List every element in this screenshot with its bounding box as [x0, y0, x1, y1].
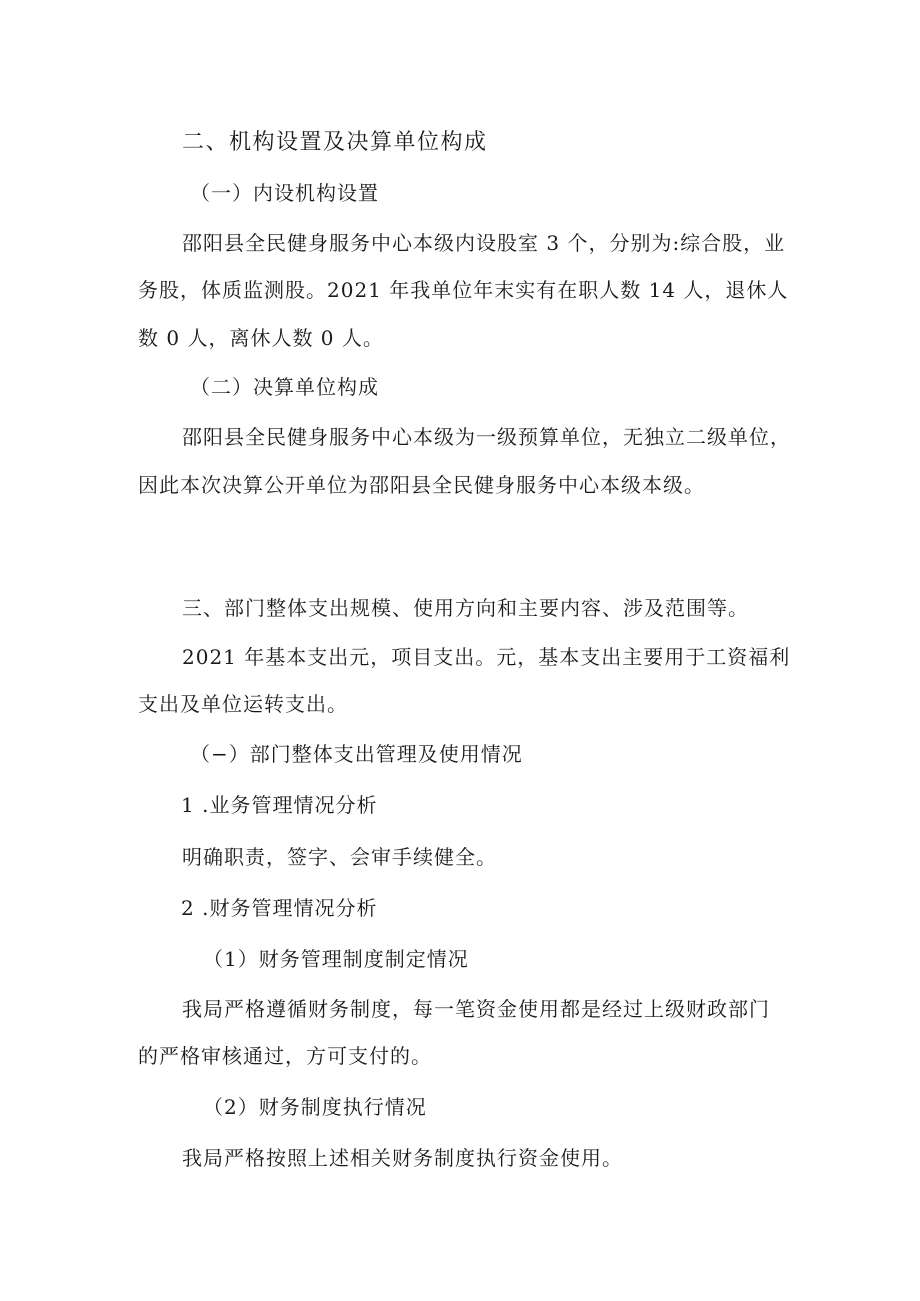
paragraph-line: 因此本次决算公开单位为邵阳县全民健身服务中心本级本级。: [138, 473, 705, 497]
paragraph-line: 邵阳县全民健身服务中心本级为一级预算单位，无独立二级单位，: [182, 425, 791, 449]
subsection-heading-budget-units: （二）决算单位构成: [190, 375, 379, 399]
item-heading-financial-management: 2 .财务管理情况分析: [181, 896, 378, 920]
paragraph-line: 务股，体质监测股。2021 年我单位年末实有在职人数 14 人，退休人: [138, 278, 789, 302]
item-heading-business-management: 1 .业务管理情况分析: [181, 793, 378, 817]
paragraph-line: 的严格审核通过，方可支付的。: [138, 1044, 432, 1068]
paragraph-line: 我局严格遵循财务制度，每一笔资金使用都是经过上级财政部门: [182, 997, 770, 1021]
paragraph-line: 明确职责，签字、会审手续健全。: [182, 845, 497, 869]
section-heading-org-structure: 二、机构设置及决算单位构成: [182, 130, 488, 155]
section-heading-expenditure: 三、部门整体支出规模、使用方向和主要内容、涉及范围等。: [182, 596, 749, 620]
paragraph-line: 支出及单位运转支出。: [138, 692, 348, 716]
subsection-heading-internal-setup: （一）内设机构设置: [190, 181, 379, 205]
subitem-heading-system-execution: （2）财务制度执行情况: [203, 1095, 427, 1119]
paragraph-line: 数 0 人，离休人数 0 人。: [138, 326, 384, 350]
subsection-heading-expenditure-management: （−）部门整体支出管理及使用情况: [190, 742, 523, 766]
paragraph-line: 我局严格按照上述相关财务制度执行资金使用。: [182, 1146, 623, 1170]
paragraph-line: 2021 年基本支出元，项目支出。元，基本支出主要用于工资福利: [182, 645, 791, 669]
subitem-heading-financial-system: （1）财务管理制度制定情况: [203, 947, 469, 971]
paragraph-line: 邵阳县全民健身服务中心本级内设股室 3 个，分别为:综合股，业: [182, 231, 786, 255]
